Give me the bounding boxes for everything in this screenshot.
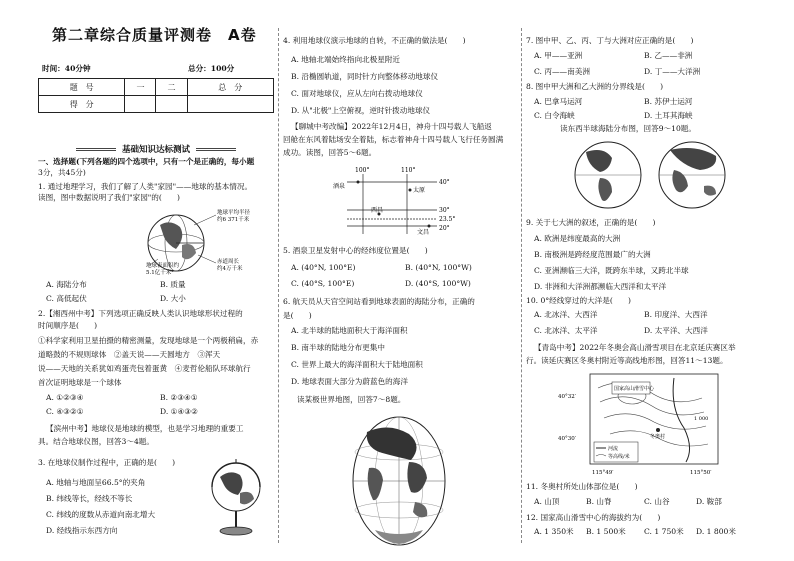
option-d[interactable]: D. 鞍部 bbox=[696, 497, 722, 506]
option-c[interactable]: C. 世界上最大的海洋面积大于陆地面积 bbox=[291, 360, 423, 369]
option-d[interactable]: D. (40°S, 100°W) bbox=[405, 279, 471, 288]
q-line: 3. 在地球仪制作过程中，正确的是( ) bbox=[38, 458, 176, 467]
map-label: 太原 bbox=[413, 187, 426, 194]
map-label: 100° bbox=[355, 167, 370, 174]
q-line: 读图，图中数据说明了我们"家园"的( ) bbox=[38, 193, 181, 202]
option-b[interactable]: B. 乙——非洲 bbox=[644, 51, 693, 60]
map-label: 酒泉 bbox=[333, 183, 346, 190]
option-d[interactable]: D. 经线指示东西方向 bbox=[46, 526, 118, 535]
column-divider bbox=[521, 28, 522, 543]
q-line: 回舱在东风着陆场安全着陆，标志着神舟十四号载人飞行任务圆满 bbox=[283, 135, 504, 144]
q-line: 行。读延庆赛区冬奥村附近等高线地形图，回答11～13题。 bbox=[526, 356, 728, 365]
q-line: 说——天地的关系犹如鸡蛋壳包着蛋黄 ④麦哲伦船队环球航行 bbox=[38, 364, 251, 373]
option-a[interactable]: A. 北冰洋、大西洋 bbox=[534, 310, 598, 319]
q-line: 是( ) bbox=[283, 311, 312, 320]
option-b[interactable]: B. ②③④① bbox=[160, 393, 198, 402]
option-a[interactable]: A. 巴拿马运河 bbox=[534, 97, 583, 106]
globe-label: 约4万千米 bbox=[217, 266, 243, 272]
q-line: 2.【湘西州中考】下列选项正确反映人类认识地球形状过程的 bbox=[38, 309, 243, 318]
option-c[interactable]: C. 1 750米 bbox=[644, 527, 684, 536]
map-label: 115°50′ bbox=[690, 470, 712, 476]
q-line: 10. 0°经线穿过的大洋是( ) bbox=[526, 296, 631, 305]
q-line: 7. 图中甲、乙、丙、丁与大洲对应正确的是( ) bbox=[526, 36, 694, 45]
map-label: 115°49′ bbox=[592, 470, 614, 476]
globe-label: 赤道周长 bbox=[217, 259, 240, 265]
hemispheres-map bbox=[566, 138, 734, 212]
option-c[interactable]: C. 白令海峡 bbox=[534, 111, 575, 120]
map-label: 30° bbox=[439, 207, 450, 214]
time-label: 时间：40分钟 bbox=[42, 64, 91, 73]
column-divider bbox=[278, 28, 279, 543]
legend-label: 等高线/米 bbox=[608, 454, 630, 460]
q-line: 【滨州中考】地球仪是地球的模型，也是学习地理的重要工 bbox=[46, 424, 244, 433]
option-a[interactable]: A. 1 350米 bbox=[534, 527, 574, 536]
option-c[interactable]: C. 亚洲濒临三大洋，既跨东半球，又跨北半球 bbox=[534, 266, 689, 275]
option-a[interactable]: A. 海陆分布 bbox=[46, 280, 87, 289]
option-b[interactable]: B. 苏伊士运河 bbox=[644, 97, 693, 106]
option-d[interactable]: D. 1 800米 bbox=[696, 527, 736, 536]
q-line: 读某极世界地图，回答7～8题。 bbox=[297, 395, 406, 404]
map-label: 23.5° bbox=[439, 216, 456, 223]
q-line: 【聊城中考改编】2022年12月4日，神舟十四号载人飞船返 bbox=[291, 122, 492, 131]
q-line: 读东西半球海陆分布图，回答9～10题。 bbox=[560, 124, 696, 133]
option-d[interactable]: D. 非洲和大洋洲都濒临大西洋和太平洋 bbox=[534, 282, 667, 291]
latlon-map bbox=[327, 166, 467, 238]
globe-label: 地球表面积约 bbox=[146, 263, 180, 269]
score-row-label: 得 分 bbox=[39, 96, 125, 113]
globe-stand-figure bbox=[206, 455, 268, 541]
option-a[interactable]: A. 地轴北端始终指向北极星附近 bbox=[291, 55, 401, 64]
q-line: 3分，共45分) bbox=[38, 168, 86, 177]
option-c[interactable]: C. (40°S, 100°E) bbox=[291, 279, 355, 288]
map-label: 文昌 bbox=[417, 229, 430, 236]
option-b[interactable]: B. 质量 bbox=[160, 280, 186, 289]
q-line: ①科学家利用卫星拍摄的精密测量，发现地球是一个两极稍扁，赤 bbox=[38, 336, 259, 345]
option-d[interactable]: D. 太平洋、大西洋 bbox=[644, 326, 708, 335]
map-label: 40°30′ bbox=[558, 436, 576, 442]
map-label: 40° bbox=[439, 179, 450, 186]
map-label: 冬奥村 bbox=[650, 434, 666, 440]
map-label: 国家高山滑雪中心 bbox=[614, 386, 655, 392]
q-line: 首次证明地球是一个球体 bbox=[38, 378, 122, 387]
option-c[interactable]: C. 丙——南美洲 bbox=[534, 67, 590, 76]
option-d[interactable]: D. 从"北极"上空俯视，逆时针拨动地球仪 bbox=[291, 106, 431, 115]
q-line: 9. 关于七大洲的叙述，正确的是( ) bbox=[526, 218, 656, 227]
score-header-cell: 题 号 bbox=[39, 79, 125, 96]
legend-label: 河流 bbox=[608, 446, 619, 452]
map-label: 110° bbox=[401, 167, 416, 174]
option-a[interactable]: A. 欧洲是纬度最高的大洲 bbox=[534, 234, 621, 243]
q-line: 4. 利用地球仪演示地球的自转，不正确的做法是( ) bbox=[283, 36, 466, 45]
option-d[interactable]: D. 丁——大洋洲 bbox=[644, 67, 701, 76]
option-c[interactable]: C. 面对地球仪，应从左向右拨动地球仪 bbox=[291, 89, 423, 98]
contour-map bbox=[554, 368, 732, 478]
score-header-cell: 二 bbox=[156, 79, 187, 96]
option-a[interactable]: A. ①②③④ bbox=[46, 393, 84, 402]
q-line: 5. 酒泉卫星发射中心的经纬度位置是( ) bbox=[283, 246, 428, 255]
section-title: 基础知识达标测试 bbox=[38, 143, 274, 155]
option-a[interactable]: A. 甲——亚洲 bbox=[534, 51, 583, 60]
globe-label: 约6 371千米 bbox=[217, 217, 250, 223]
column-left bbox=[38, 0, 274, 561]
q-line: 时间顺序是( ) bbox=[38, 321, 98, 330]
option-c[interactable]: C. ④③②① bbox=[46, 407, 84, 416]
q-line: 【青岛中考】2022年冬奥会高山滑雪项目在北京延庆赛区举 bbox=[534, 343, 736, 352]
column-right bbox=[526, 0, 762, 561]
score-header-cell: 一 bbox=[125, 79, 156, 96]
score-cell[interactable] bbox=[187, 96, 273, 113]
option-b[interactable]: B. (40°N, 100°W) bbox=[405, 263, 472, 272]
globe-label: 5.1亿千米² bbox=[146, 270, 174, 276]
option-a[interactable]: A. 北半球的陆地面积大于海洋面积 bbox=[291, 326, 408, 335]
score-table bbox=[38, 78, 274, 113]
polar-world-map bbox=[349, 412, 449, 550]
globe-label: 地球平均半径 bbox=[217, 210, 251, 216]
option-a[interactable]: A. (40°N, 100°E) bbox=[291, 263, 356, 272]
option-b[interactable]: B. 南半球的陆地分布更集中 bbox=[291, 343, 385, 352]
option-d[interactable]: D. 地球表面大部分为蔚蓝色的海洋 bbox=[291, 377, 408, 386]
option-d[interactable]: D. ①④③② bbox=[160, 407, 198, 416]
option-c[interactable]: C. 山谷 bbox=[644, 497, 670, 506]
globe-figure bbox=[146, 205, 266, 279]
q-line: 一、选择题(下列各题的四个选项中，只有一个是正确的，每小题 bbox=[38, 157, 255, 166]
option-a[interactable]: A. 山顶 bbox=[534, 497, 560, 506]
score-cell[interactable] bbox=[125, 96, 156, 113]
q-line: 1. 通过地理学习，我们了解了人类"家园"——地球的基本情况。 bbox=[38, 182, 253, 191]
score-cell[interactable] bbox=[156, 96, 187, 113]
map-label: 西昌 bbox=[371, 207, 384, 214]
total-label: 总分：100分 bbox=[188, 64, 235, 73]
q-line: 6. 航天员从天宫空间站看到地球表面的海陆分布，正确的 bbox=[283, 297, 475, 306]
q-line: 道略鼓的不规则球体 ②盖天说——天圆地方 ③浑天 bbox=[38, 350, 221, 359]
map-label: 20° bbox=[439, 225, 450, 232]
option-b[interactable]: B. 纬线等长，经线不等长 bbox=[46, 494, 133, 503]
option-b[interactable]: B. 1 500米 bbox=[586, 527, 626, 536]
option-b[interactable]: B. 沿椭圆轨道，同时针方向整体移动地球仪 bbox=[291, 72, 439, 81]
option-c[interactable]: C. 纬线的度数从赤道向南北增大 bbox=[46, 510, 156, 519]
q-line: 8. 图中甲大洲和乙大洲的分界线是( ) bbox=[526, 82, 664, 91]
q-line: 11. 冬奥村所处山体部位是( ) bbox=[526, 482, 638, 491]
option-d[interactable]: D. 土耳其海峡 bbox=[644, 111, 693, 120]
option-a[interactable]: A. 地轴与地面呈66.5°的夹角 bbox=[46, 478, 146, 487]
page-title: 第二章综合质量评测卷 A卷 bbox=[52, 26, 257, 44]
option-c[interactable]: C. 高低起伏 bbox=[46, 294, 87, 303]
option-c[interactable]: C. 北冰洋、太平洋 bbox=[534, 326, 598, 335]
column-middle bbox=[283, 0, 515, 561]
option-b[interactable]: B. 山脊 bbox=[586, 497, 612, 506]
q-line: 12. 国家高山滑雪中心的海拔约为( ) bbox=[526, 513, 661, 522]
q-line: 成功。读图，回答5～6题。 bbox=[283, 148, 377, 157]
map-label: 40°32′ bbox=[558, 394, 576, 400]
score-header-cell: 总 分 bbox=[187, 79, 273, 96]
option-b[interactable]: B. 印度洋、大西洋 bbox=[644, 310, 708, 319]
q-line: 具。结合地球仪图，回答3～4题。 bbox=[38, 437, 154, 446]
option-b[interactable]: B. 南极洲是跨经度范围最广的大洲 bbox=[534, 250, 651, 259]
map-label: 1 000 bbox=[694, 416, 709, 422]
option-d[interactable]: D. 大小 bbox=[160, 294, 186, 303]
